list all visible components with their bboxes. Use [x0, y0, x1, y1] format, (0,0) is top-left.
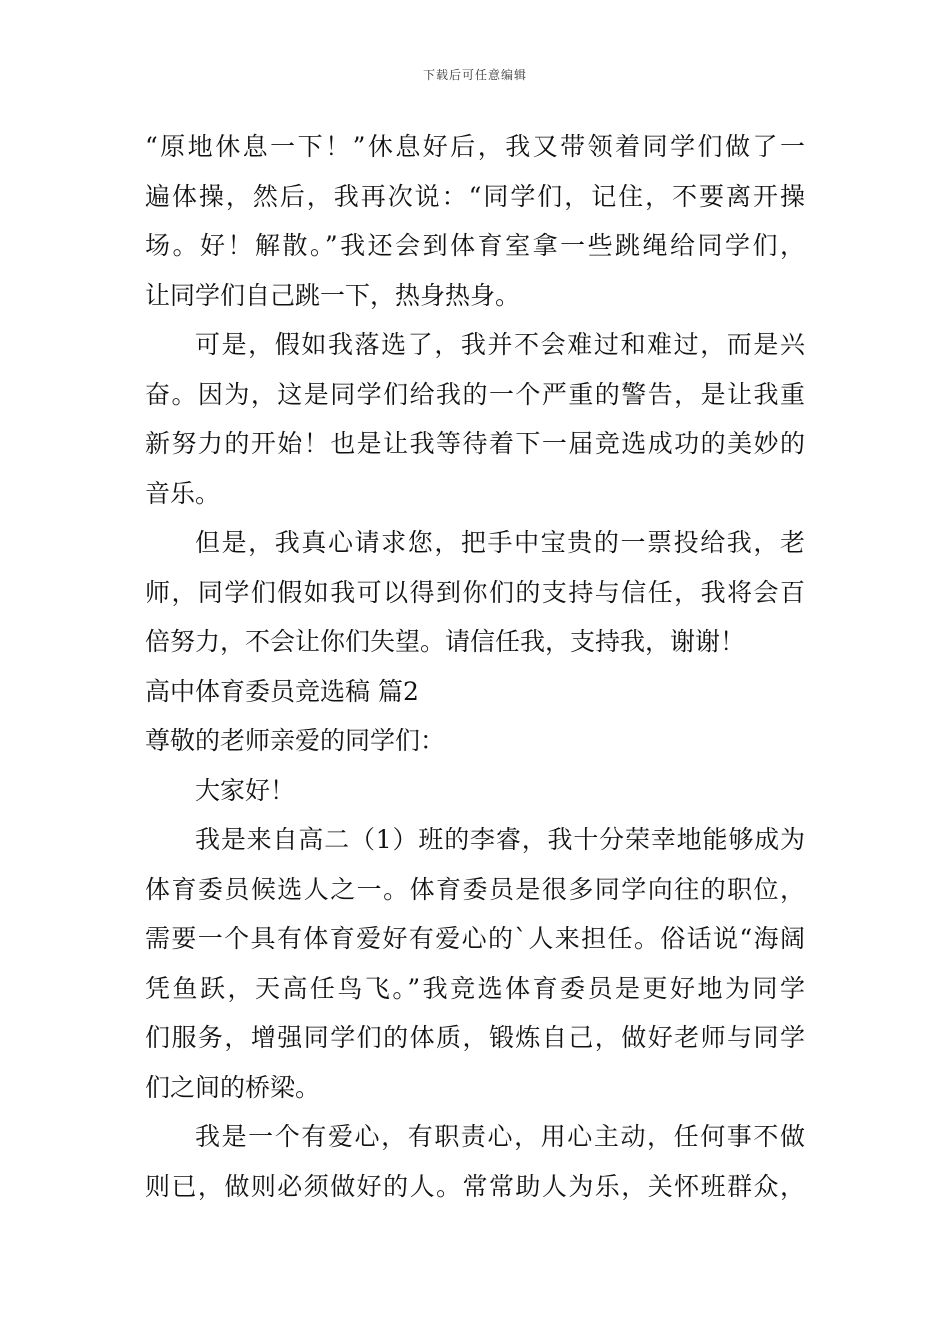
text-line: 凭鱼跃，天高任鸟飞。”我竞选体育委员是更好地为同学: [145, 973, 805, 1003]
text-line: 场。好！解散。”我还会到体育室拿一些跳绳给同学们，: [145, 231, 805, 260]
text-line: 们服务，增强同学们的体质，锻炼自己，做好老师与同学: [145, 1023, 805, 1052]
text-line: 则已，做则必须做好的人。常常助人为乐，关怀班群众，: [145, 1171, 805, 1201]
text-line: 们之间的桥梁。: [145, 1072, 321, 1102]
text-line: 需要一个具有体育爱好有爱心的`人来担任。俗话说“海阔: [145, 924, 805, 953]
text-line: 体育委员候选人之一。体育委员是很多同学向往的职位，: [145, 874, 805, 904]
text-line: 倍努力，不会让你们失望。请信任我，支持我，谢谢！: [145, 627, 746, 656]
text-line: 音乐。: [145, 478, 221, 508]
document-body: [145, 122, 805, 1211]
text-line: 新努力的开始！也是让我等待着下一届竞选成功的美妙的: [145, 429, 805, 458]
text-line: 奋。因为，这是同学们给我的一个严重的警告，是让我重: [145, 379, 805, 409]
text-line: 我是一个有爱心，有职责心，用心主动，任何事不做: [195, 1122, 805, 1151]
text-line: 让同学们自己跳一下，热身热身。: [145, 280, 521, 310]
text-line: 高中体育委员竞选稿 篇2: [145, 676, 419, 706]
text-line: 但是，我真心请求您，把手中宝贵的一票投给我，老: [195, 528, 805, 557]
text-line: 遍体操，然后，我再次说：“同学们，记住，不要离开操: [145, 181, 805, 211]
text-line: 可是，假如我落选了，我并不会难过和难过，而是兴: [195, 330, 805, 359]
text-line: 师，同学们假如我可以得到你们的支持与信任，我将会百: [145, 577, 805, 607]
text-line: 我是来自高二（1）班的李睿，我十分荣幸地能够成为: [195, 825, 805, 854]
text-line: 尊敬的老师亲爱的同学们：: [145, 726, 446, 755]
text-line: “原地休息一下！”休息好后，我又带领着同学们做了一: [145, 132, 805, 161]
text-line: 大家好！: [195, 775, 296, 805]
page-header-note: 下载后可任意编辑: [422, 68, 527, 82]
